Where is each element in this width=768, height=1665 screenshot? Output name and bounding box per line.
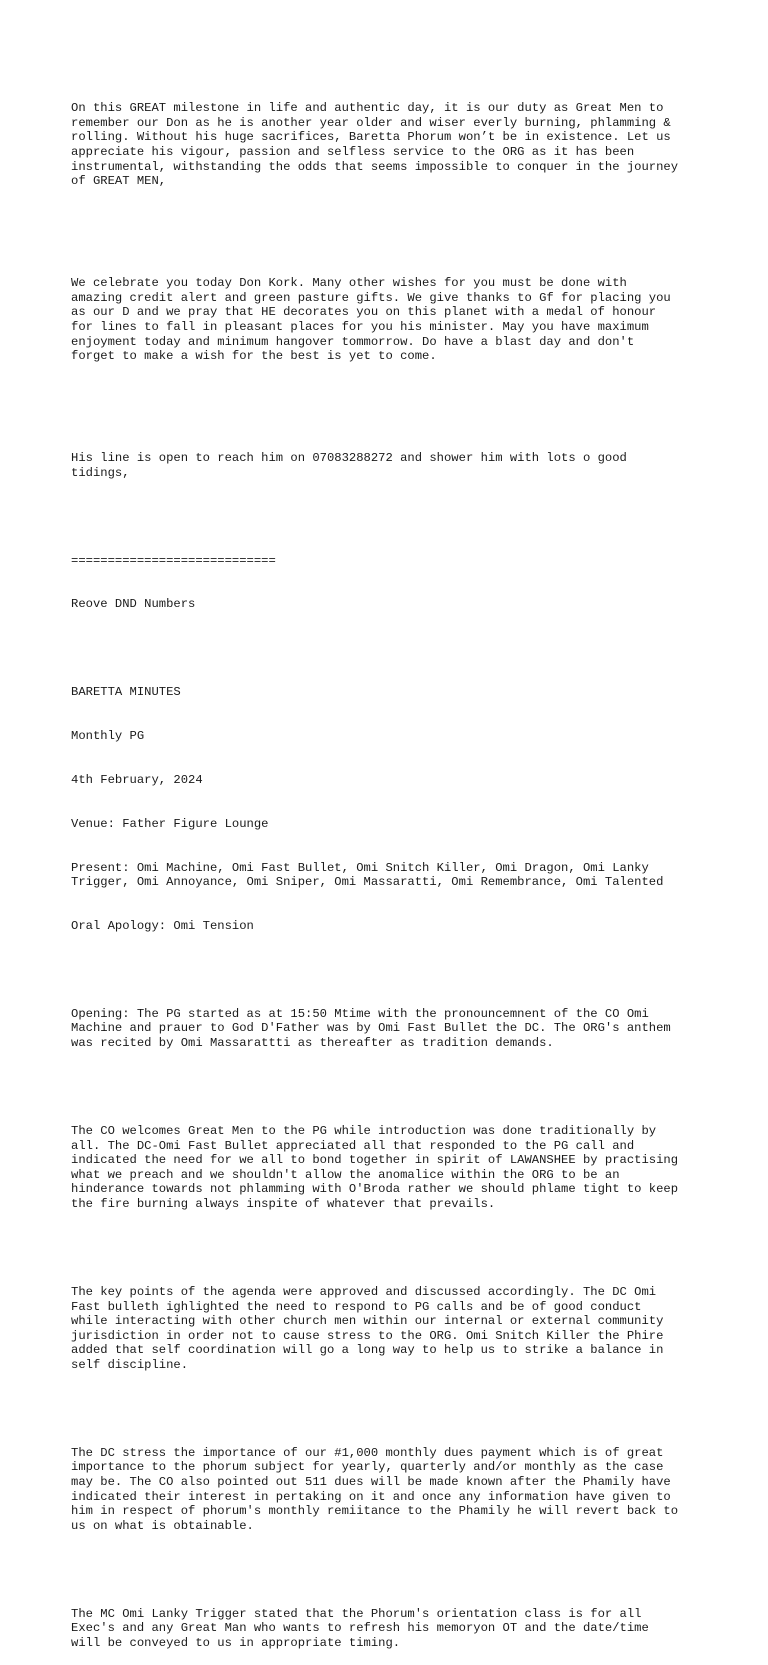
attendees-present: Present: Omi Machine, Omi Fast Bullet, Omi Snitch Killer, Omi Dragon, Omi Lanky Trigger, Omi Annoyance, Omi Sniper, Omi Massaratti, Omi Remembrance, Omi Talented: [71, 860, 664, 890]
spacer: [71, 1241, 711, 1256]
spacer: [71, 509, 711, 524]
spacer: [71, 1402, 711, 1417]
welcome-paragraph: The CO welcomes Great Men to the PG while introduction was done traditionally by all. The DC-Omi Fast Bullet appreciated all that responded to the PG call and indicated the need for we all to bond together in spirit of LAWANSHEE by practising what we preach and we shouldn't allow the anomalice within the ORG to be an hinderance towards not phlamming with O'Broda rather we should phlame tight to keep the fire burning always inspite of whatever that prevails.: [71, 1124, 679, 1211]
agenda-paragraph: The key points of the agenda were approved and discussed accordingly. The DC Omi Fast bulleth ighlighted the need to respond to PG calls and be of good conduct while interacting with other church men within our internal or external community jurisdiction in order not to cause stress to the ORG. Omi Snitch Killer the Phire added that self coordination will go a long way to help us to strike a balance in self discipline.: [71, 1284, 664, 1372]
contact-line-paragraph: His line is open to reach him on 07083288272 and shower him with lots o good tidings,: [71, 451, 627, 480]
separator-line: ============================: [71, 553, 276, 568]
orientation-paragraph: The MC Omi Lanky Trigger stated that the Phorum's orientation class is for all Exec's and any Great Man who wants to refresh his memoryon OT and the date/time will be conveyed to us in appropriate timing.: [71, 1606, 649, 1650]
birthday-intro-paragraph: On this GREAT milestone in life and authentic day, it is our duty as Great Men to remember our Don as he is another year older and wiser everly burning, phlamming & rolling. Without his huge sacrifices, Baretta Phorum won’t be in existence. Let us appreciate his vigour, passion and selfless service to the ORG as it has been instrumental, withstanding the odds that seems impossible to conquer in the journey of GREAT MEN,: [71, 101, 679, 189]
oral-apology: Oral Apology: Omi Tension: [71, 918, 254, 933]
remove-dnd-text: Reove DND Numbers: [71, 597, 196, 612]
dues-paragraph: The DC stress the importance of our #1,000 monthly dues payment which is of great importance to the phorum subject for yearly, quarterly and/or monthly as the case may be. The CO also pointed out 511 dues will be made known after the Phamily have indicated their interest in pertaking on it and once any information have given to him in respect of phorum's monthly remiitance to the Phamily he will revert back to us on what is obtainable.: [71, 1445, 679, 1533]
meeting-date: 4th February, 2024: [71, 772, 203, 787]
spacer: [71, 1080, 711, 1095]
meeting-venue: Venue: Father Figure Lounge: [71, 816, 269, 831]
spacer: [71, 218, 711, 247]
spacer: [71, 1563, 711, 1578]
birthday-wishes-paragraph: We celebrate you today Don Kork. Many other wishes for you must be done with amazing credit alert and green pasture gifts. We give thanks to Gf for placing you as our D and we pray that HE decorates you on this planet with a medal of honour for lines to fall in pleasant places for you his minister. May you have maximum enjoyment today and minimum hangover tommorrow. Do have a blast day and don't forget to make a wish for the best is yet to come.: [71, 276, 671, 364]
spacer: [71, 641, 711, 656]
opening-paragraph: Opening: The PG started as at 15:50 Mtime with the pronouncemnent of the CO Omi Machine and prauer to God D'Father was by Omi Fast Bullet the DC. The ORG's anthem was recited by Omi Massarattti as thereafter as tradition demands.: [71, 1006, 671, 1051]
spacer: [71, 393, 711, 422]
document-page: [71, 72, 711, 1665]
minutes-title: BARETTA MINUTES: [71, 685, 181, 700]
meeting-type: Monthly PG: [71, 729, 145, 744]
spacer: [71, 963, 711, 978]
